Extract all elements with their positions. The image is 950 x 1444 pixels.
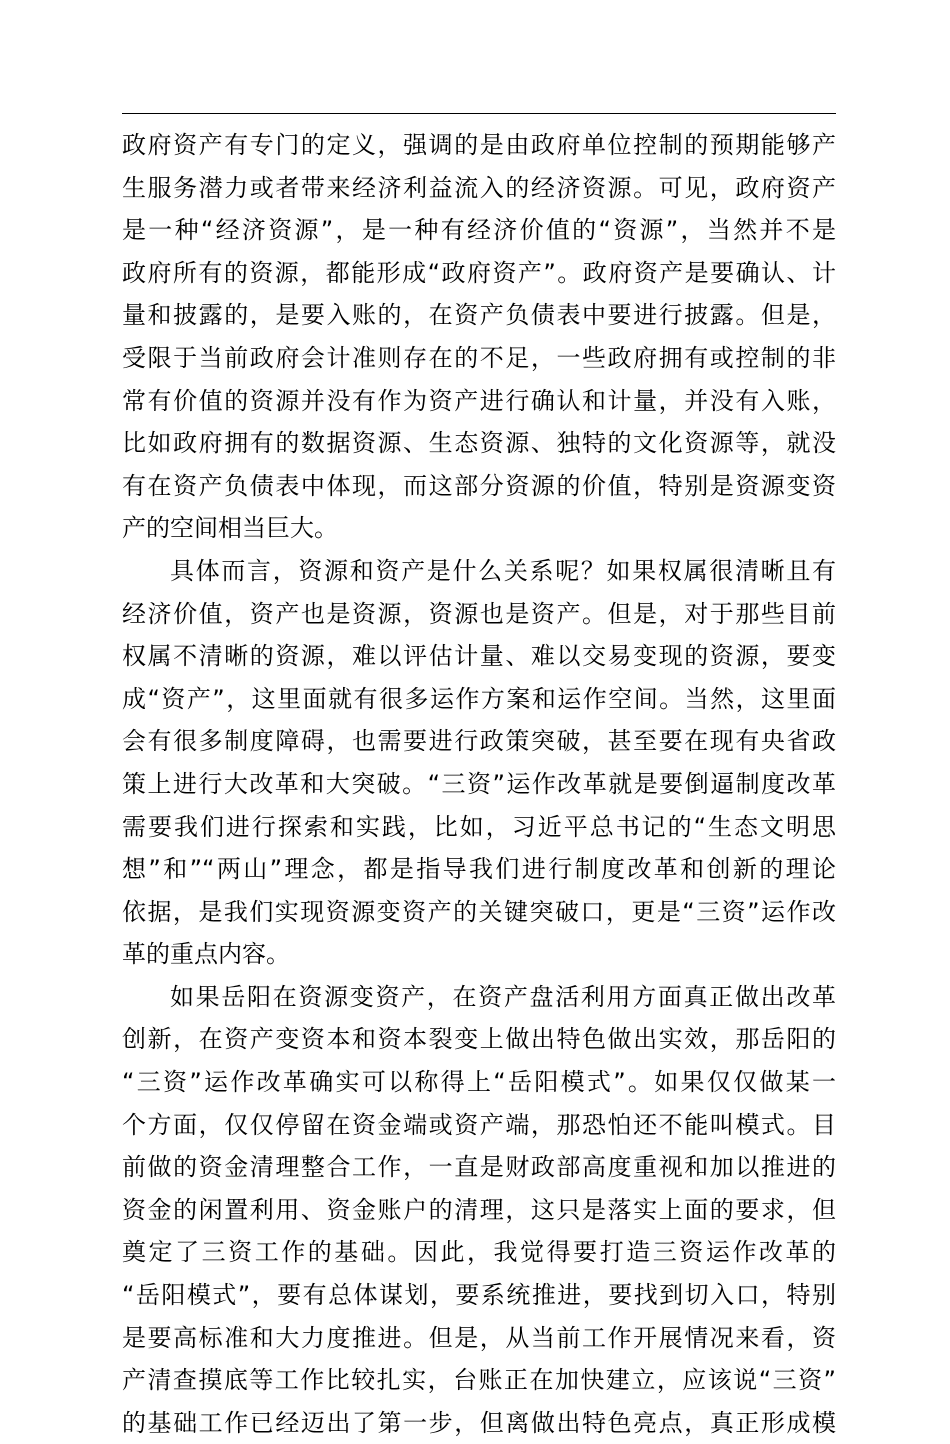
text-line: 常有价值的资源并没有作为资产进行确认和计量，并没有入账， <box>122 386 836 415</box>
text-line: 成“资产”，这里面就有很多运作方案和运作空间。当然，这里面 <box>122 684 836 713</box>
text-line: 个方面，仅仅停留在资金端或资产端，那恐怕还不能叫模式。目 <box>122 1110 836 1139</box>
text-line: 政府所有的资源，都能形成“政府资产”。政府资产是要确认、计 <box>122 258 836 287</box>
text-line: 有在资产负债表中体现，而这部分资源的价值，特别是资源变资 <box>122 471 836 500</box>
header-rule <box>122 113 836 114</box>
text-line: 具体而言，资源和资产是什么关系呢？如果权属很清晰且有 <box>170 556 836 585</box>
text-line: “岳阳模式”，要有总体谋划，要系统推进，要找到切入口，特别 <box>122 1281 836 1310</box>
text-line: 想”和”“两山”理念，都是指导我们进行制度改革和创新的理论 <box>122 855 836 884</box>
text-line: 经济价值，资产也是资源，资源也是资产。但是，对于那些目前 <box>122 599 836 628</box>
text-line: 比如政府拥有的数据资源、生态资源、独特的文化资源等，就没 <box>122 429 836 458</box>
text-line: 资金的闲置利用、资金账户的清理，这只是落实上面的要求，但 <box>122 1195 836 1224</box>
text-line: “三资”运作改革确实可以称得上“岳阳模式”。如果仅仅做某一 <box>122 1068 836 1097</box>
text-line: 革的重点内容。 <box>122 940 290 969</box>
text-line: 量和披露的，是要入账的，在资产负债表中要进行披露。但是， <box>122 301 836 330</box>
text-line: 是一种“经济资源”，是一种有经济价值的“资源”，当然并不是 <box>122 216 836 245</box>
text-line: 依据，是我们实现资源变资产的关键突破口，更是“三资”运作改 <box>122 897 836 926</box>
text-line: 的基础工作已经迈出了第一步，但离做出特色亮点，真正形成模 <box>122 1408 836 1437</box>
text-line: 会有很多制度障碍，也需要进行政策突破，甚至要在现有央省政 <box>122 727 836 756</box>
text-line: 权属不清晰的资源，难以评估计量、难以交易变现的资源，要变 <box>122 642 836 671</box>
text-line: 产清查摸底等工作比较扎实，台账正在加快建立，应该说“三资” <box>122 1366 836 1395</box>
paragraph-1 <box>122 124 836 550</box>
text-line: 创新，在资产变资本和资本裂变上做出特色做出实效，那岳阳的 <box>122 1025 836 1054</box>
text-line: 需要我们进行探索和实践，比如，习近平总书记的“生态文明思 <box>122 812 836 841</box>
text-line: 前做的资金清理整合工作，一直是财政部高度重视和加以推进的 <box>122 1153 836 1182</box>
text-line: 策上进行大改革和大突破。“三资”运作改革就是要倒逼制度改革 <box>122 769 836 798</box>
text-line: 产的空间相当巨大。 <box>122 514 338 543</box>
text-line: 如果岳阳在资源变资产，在资产盘活利用方面真正做出改革 <box>170 982 836 1011</box>
text-line: 政府资产有专门的定义，强调的是由政府单位控制的预期能够产 <box>122 131 836 159</box>
paragraph-3 <box>122 976 836 1444</box>
text-line: 生服务潜力或者带来经济利益流入的经济资源。可见，政府资产 <box>122 173 836 202</box>
body-text <box>122 124 836 1444</box>
paragraph-2 <box>122 550 836 976</box>
text-line: 受限于当前政府会计准则存在的不足，一些政府拥有或控制的非 <box>122 343 836 372</box>
text-line: 是要高标准和大力度推进。但是，从当前工作开展情况来看，资 <box>122 1323 836 1352</box>
text-line: 奠定了三资工作的基础。因此，我觉得要打造三资运作改革的 <box>122 1238 836 1267</box>
